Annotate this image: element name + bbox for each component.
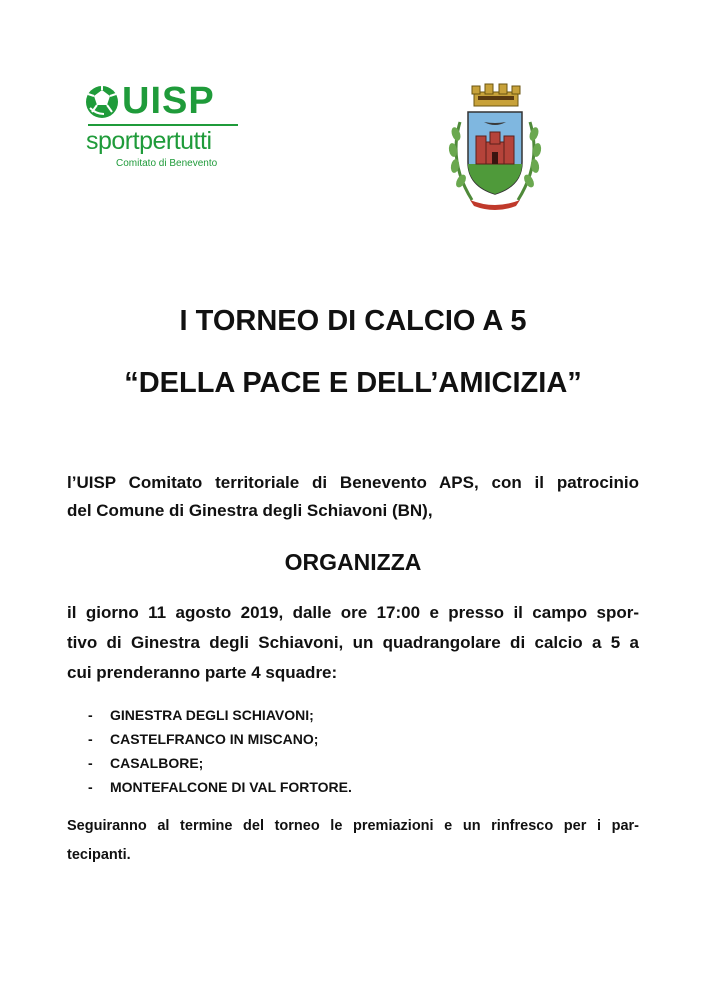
uisp-wordmark-row [82,82,242,122]
list-item [88,703,352,727]
list-item [88,775,352,799]
intro-paragraph [67,469,639,525]
list-marker: - [88,707,93,723]
closing-line: Seguiranno al termine del torneo le premiazioni e un rinfresco per i par- [67,818,639,834]
teams-list [88,703,352,799]
details-line: tivo di Ginestra degli Schiavoni, un quadrangolare di calcio a 5 a [67,633,639,652]
intro-line: l’UISP Comitato territoriale di Benevento APS, con il patrocinio [67,473,639,492]
list-item [88,751,352,775]
closing-paragraph [67,812,639,870]
tournament-subtitle: “DELLA PACE E DELL’AMICIZIA” [124,367,582,399]
uisp-tagline: sportpertutti [86,127,212,155]
intro-line: del Comune di Ginestra degli Schiavoni (BN), [67,501,433,520]
team-name: CASTELFRANCO IN MISCANO; [110,731,319,747]
organizza-heading: ORGANIZZA [284,549,422,575]
details-line: il giorno 11 agosto 2019, dalle ore 17:00 e presso il campo spor- [67,603,639,622]
municipal-crest-icon [442,82,548,214]
details-line: cui prenderanno parte 4 squadre: [67,663,338,682]
details-paragraph [67,598,639,688]
list-item [88,727,352,751]
list-marker: - [88,779,93,795]
team-name: GINESTRA DEGLI SCHIAVONI; [110,707,314,723]
team-name: MONTEFALCONE DI VAL FORTORE. [110,779,352,795]
tournament-title: I TORNEO DI CALCIO A 5 [179,305,527,337]
team-name: CASALBORE; [110,755,204,771]
uisp-committee: Comitato di Benevento [116,158,218,169]
soccer-ball-icon [84,84,120,120]
uisp-logo [82,82,242,174]
list-marker: - [88,731,93,747]
list-marker: - [88,755,93,771]
closing-line: tecipanti. [67,847,131,863]
uisp-wordmark: UISP [122,80,215,122]
